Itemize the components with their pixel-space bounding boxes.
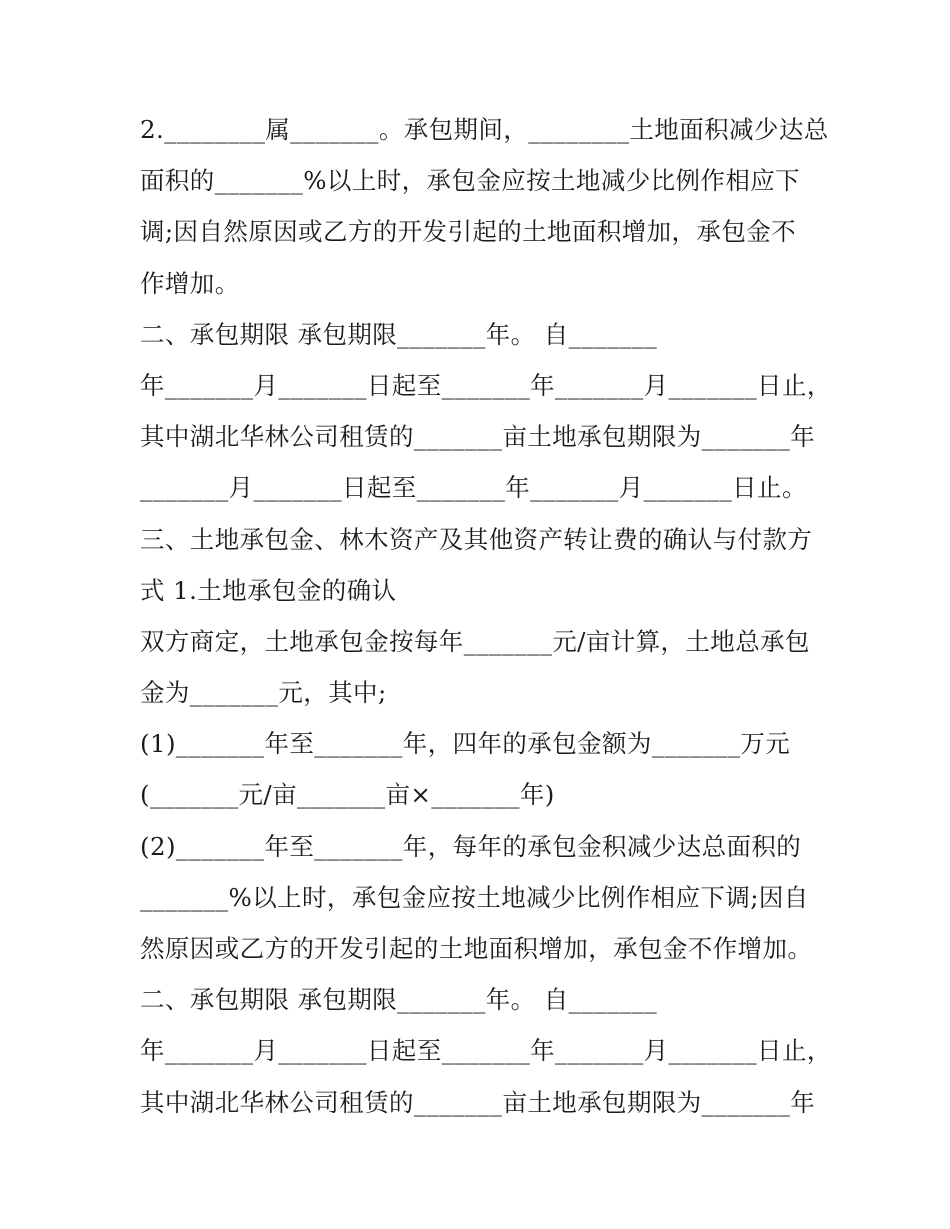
text-line: 其中湖北华林公司租赁的_______亩土地承包期限为_______年	[140, 422, 816, 452]
section-heading-line: 三、土地承包金、林木资产及其他资产转让费的确认与付款方	[140, 524, 813, 554]
section-heading-line: 二、承包期限 承包期限_______年。 自_______	[140, 985, 658, 1015]
text-line: (_______元/亩_______亩×_______年)	[140, 780, 555, 810]
text-line: 面积的_______%以上时，承包金应按土地减少比例作相应下	[140, 166, 801, 196]
text-line: 金为_______元，其中;	[140, 678, 387, 708]
text-line: 调;因自然原因或乙方的开发引起的土地面积增加，承包金不	[140, 217, 797, 247]
text-line: 作增加。	[140, 268, 240, 298]
text-line: 式 1.土地承包金的确认	[140, 575, 397, 605]
text-line: 年_______月_______日起至_______年_______月_______日止，	[140, 370, 832, 400]
document-body	[140, 104, 830, 1128]
text-line: _______月_______日起至_______年_______月_______日止。	[140, 473, 807, 503]
text-line: 双方商定，土地承包金按每年_______元/亩计算，土地总承包	[140, 626, 810, 656]
text-line: 年_______月_______日起至_______年_______月_______日止，	[140, 1036, 832, 1066]
text-line: (1)_______年至_______年，四年的承包金额为_______万元	[140, 729, 791, 759]
text-line: (2)_______年至_______年，每年的承包金积减少达总面积的	[140, 831, 802, 861]
text-line: _______%以上时，承包金应按土地减少比例作相应下调;因自	[140, 882, 809, 912]
text-line: 2.________属_______。承包期间，________土地面积减少达总	[140, 115, 829, 144]
section-heading-line: 二、承包期限 承包期限_______年。 自_______	[140, 319, 658, 349]
text-line: 然原因或乙方的开发引起的土地面积增加，承包金不作增加。	[140, 934, 813, 963]
text-line: 其中湖北华林公司租赁的_______亩土地承包期限为_______年	[140, 1087, 816, 1117]
